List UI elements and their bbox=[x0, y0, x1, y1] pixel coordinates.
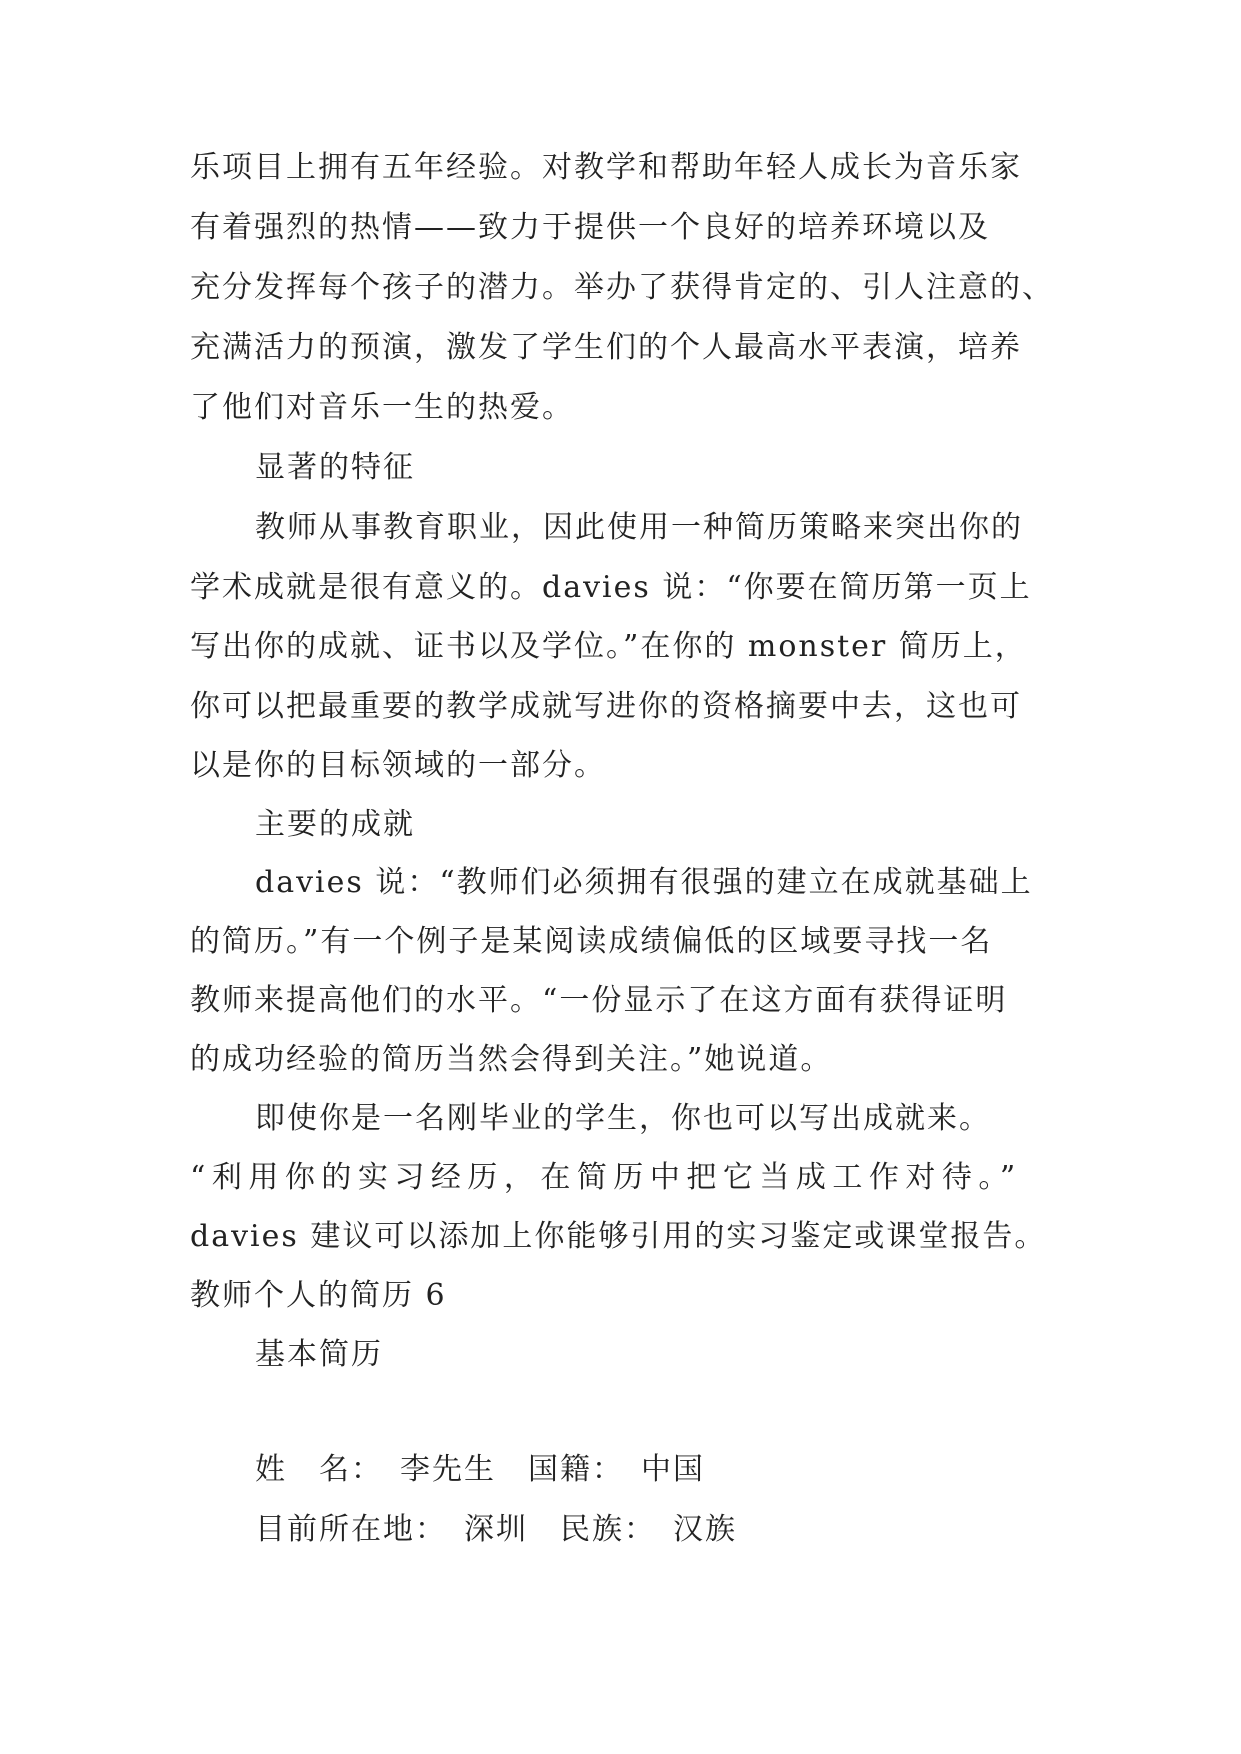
paragraph-line: 以是你的目标领域的一部分。 bbox=[190, 748, 606, 783]
paragraph-line: 教师来提高他们的水平。“一份显示了在这方面有获得证明 bbox=[190, 983, 1008, 1018]
paragraph-line: 写出你的成就、证书以及学位。”在你的 monster 简历上， bbox=[190, 629, 1027, 664]
paragraph-line: 了他们对音乐一生的热爱。 bbox=[190, 390, 574, 425]
paragraph-line: 学术成就是很有意义的。davies 说：“你要在简历第一页上 bbox=[190, 570, 1032, 605]
paragraph-line: “利用你的实习经历，在简历中把它当成工作对待。” bbox=[190, 1160, 1022, 1195]
info-row: 姓 名： 李先生 国籍： 中国 bbox=[255, 1452, 705, 1487]
section-heading: 基本简历 bbox=[255, 1337, 383, 1372]
paragraph-line: 教师从事教育职业，因此使用一种简历策略来突出你的 bbox=[255, 510, 1023, 545]
section-heading: 主要的成就 bbox=[255, 807, 415, 842]
section-heading: 显著的特征 bbox=[255, 450, 415, 485]
paragraph-line: davies 说：“教师们必须拥有很强的建立在成就基础上 bbox=[255, 865, 1033, 900]
paragraph-line: 充分发挥每个孩子的潜力。举办了获得肯定的、引人注意的、 bbox=[190, 270, 1054, 305]
paragraph-line: 有着强烈的热情——致力于提供一个良好的培养环境以及 bbox=[190, 210, 990, 245]
paragraph-line: 的成功经验的简历当然会得到关注。”她说道。 bbox=[190, 1042, 833, 1077]
paragraph-line: 乐项目上拥有五年经验。对教学和帮助年轻人成长为音乐家 bbox=[190, 150, 1022, 185]
resume-title: 教师个人的简历 6 bbox=[190, 1278, 447, 1313]
paragraph-line: 即使你是一名刚毕业的学生，你也可以写出成就来。 bbox=[255, 1101, 991, 1136]
info-row: 目前所在地： 深圳 民族： 汉族 bbox=[255, 1512, 737, 1547]
paragraph-line: davies 建议可以添加上你能够引用的实习鉴定或课堂报告。 bbox=[190, 1219, 1047, 1254]
paragraph-line: 你可以把最重要的教学成就写进你的资格摘要中去，这也可 bbox=[190, 689, 1022, 724]
paragraph-line: 充满活力的预演，激发了学生们的个人最高水平表演，培养 bbox=[190, 330, 1022, 365]
paragraph-line: 的简历。”有一个例子是某阅读成绩偏低的区域要寻找一名 bbox=[190, 924, 993, 959]
